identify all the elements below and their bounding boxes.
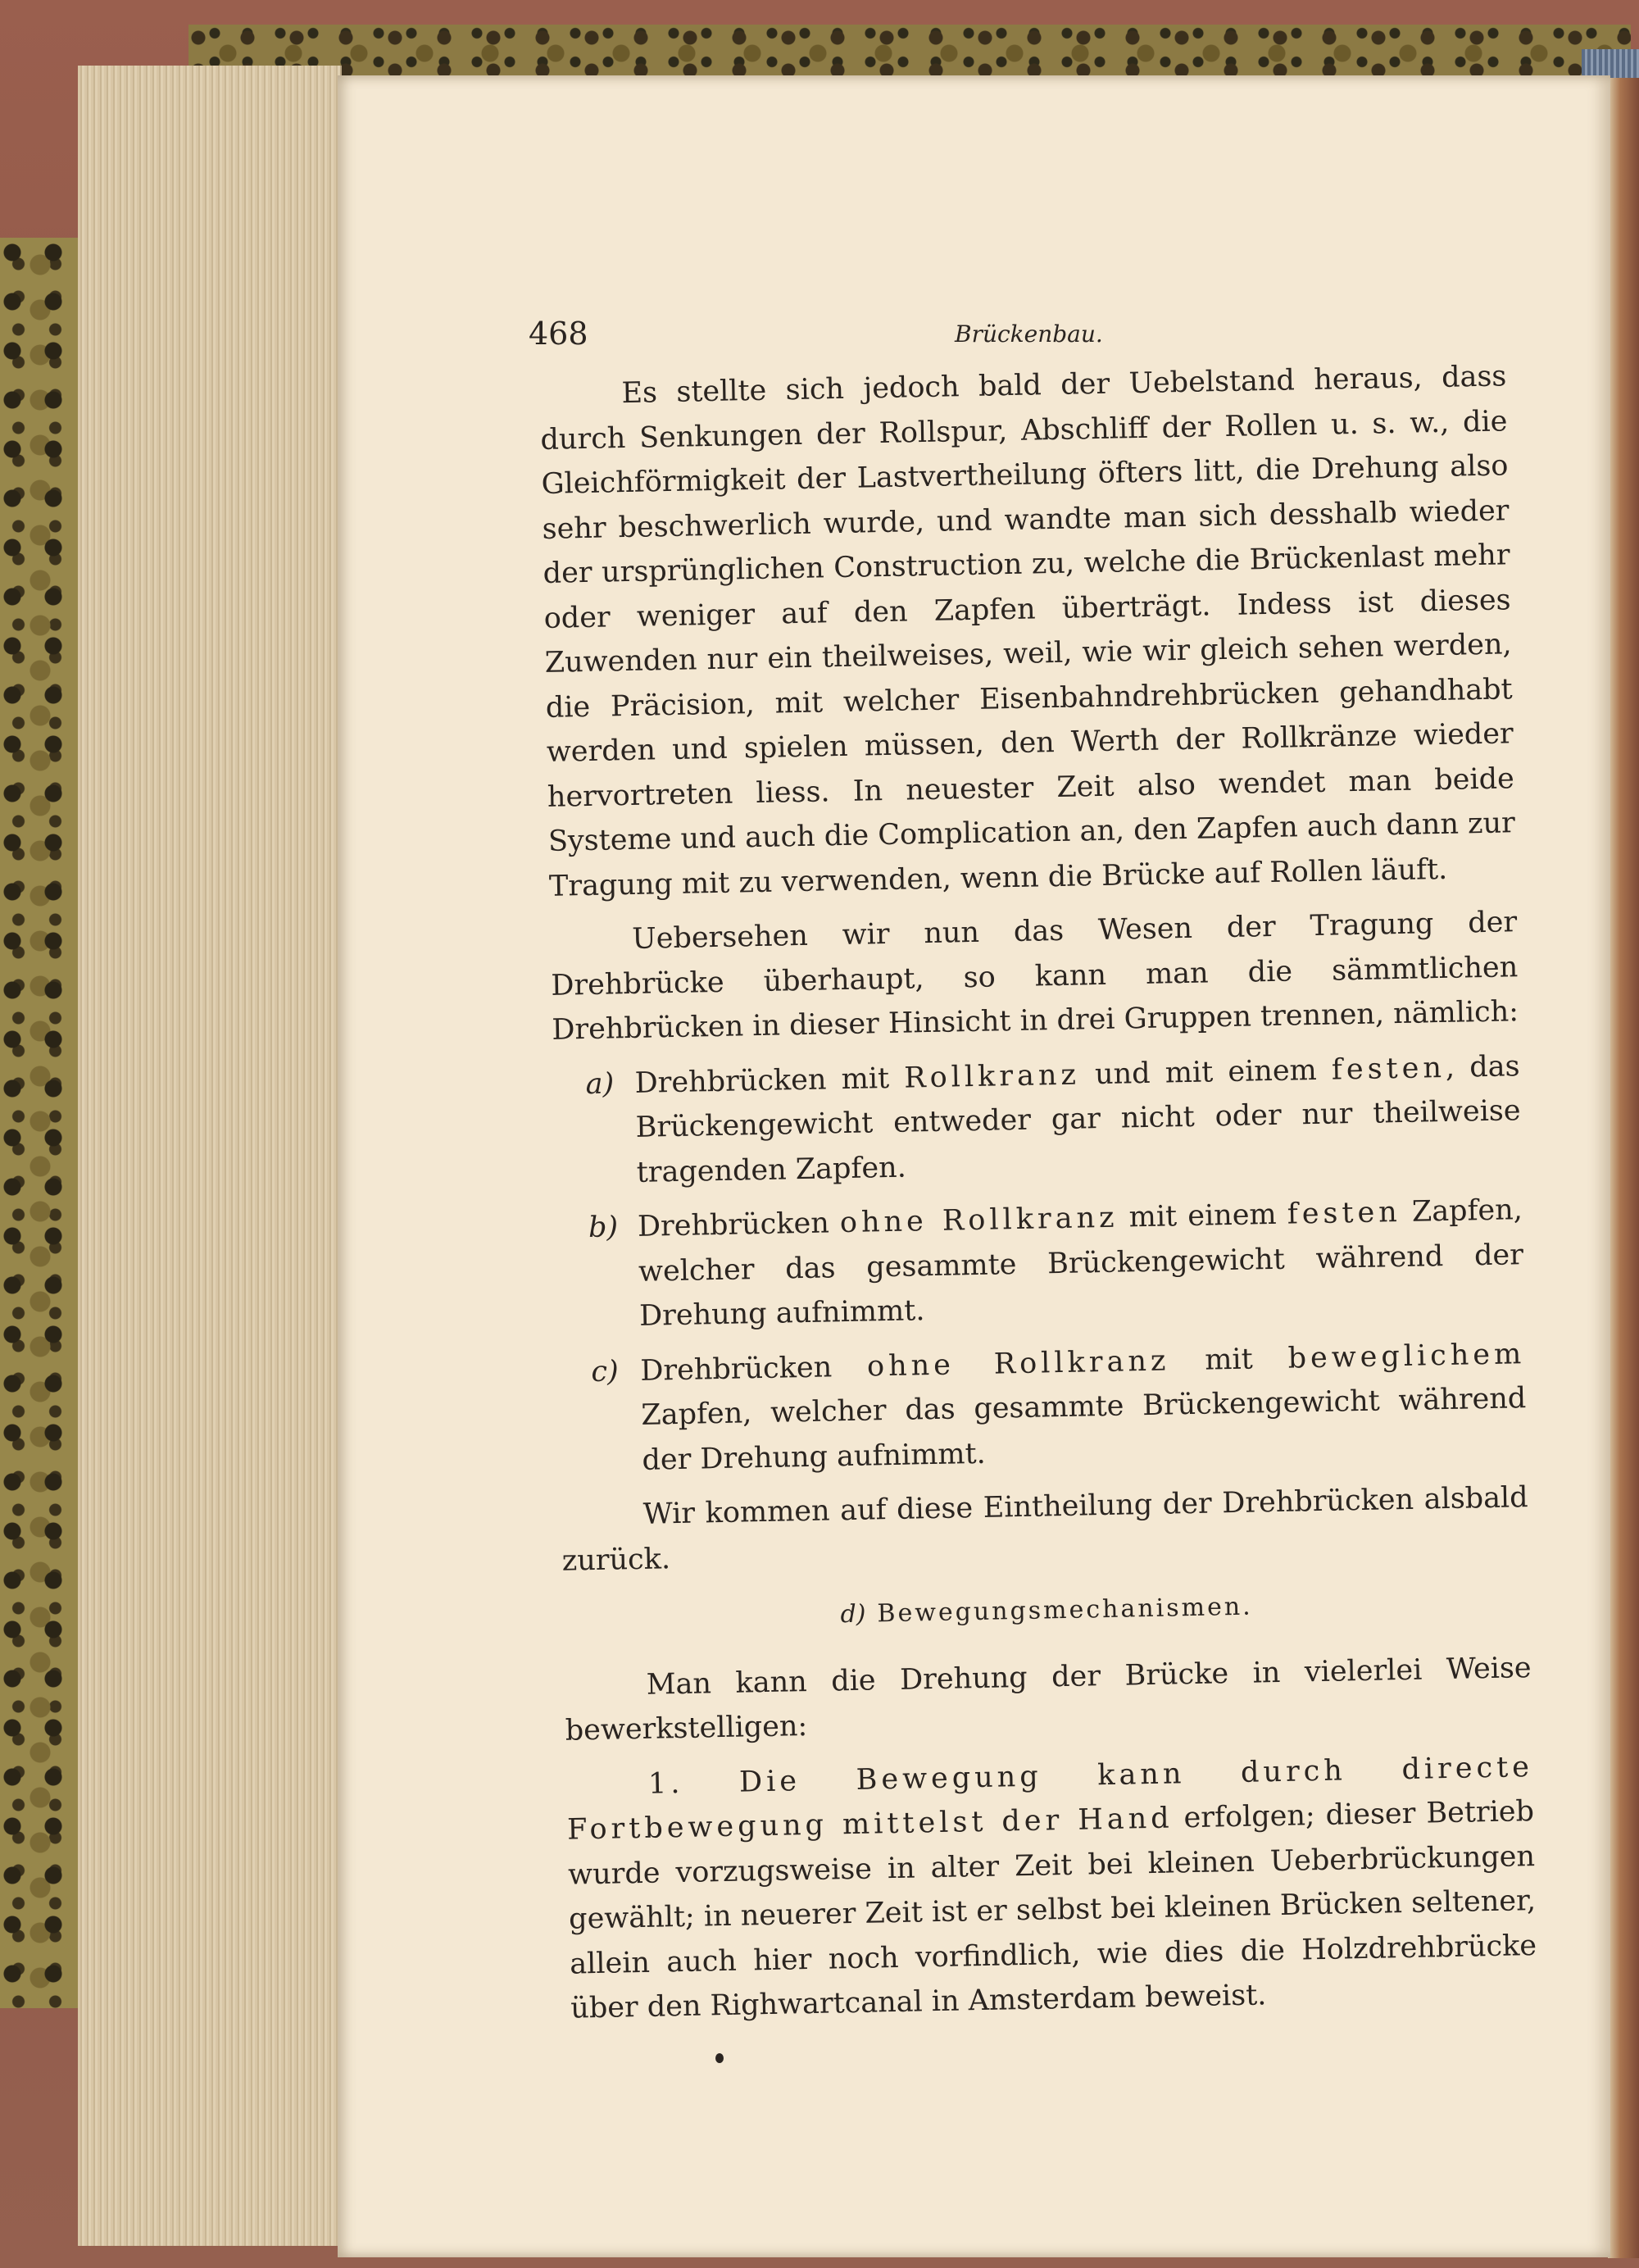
paragraph-5-rest: erfolgen; dieser Betrieb wurde vorzugsweise in alter Zeit bei kleinen Ueberbrückungen gewählt; in neuerer Zeit ist er selbst bei kleinen Brücken seltener, allein auch hier noch vorfindlich, wie dies die Holzdrehbrücke über den Righwartcanal in Amsterdam beweist.	[567, 1795, 1537, 2025]
paragraph-1: Es stellte sich jedoch bald der Uebelstand heraus, dass durch Senkungen der Rollspur, Abschliff der Rollen u. s. w., die Gleichförmigkeit der Lastvertheilung öfters litt, die Drehung also sehr beschwerlich wurde, und wandte man sich desshalb wieder der ursprünglichen Construction zu, welche die Brückenlast mehr oder weniger auf den Zapfen überträgt. Indess ist dieses Zuwenden nur ein theilweises, weil, wie wir gleich sehen werden, die Präcision, mit welcher Eisenbahndrehbrücken gehandhabt werden und spielen müssen, den Werth der Rollkränze wieder hervortreten liess. In neuester Zeit also wendet man beide Systeme und auch die Complication an, den Zapfen auch dann zur Tragung mit zu verwenden, wenn die Brücke auf Rollen läuft.	[540, 360, 1516, 903]
right-page-edge	[1608, 78, 1639, 2258]
list-text: Drehbrücken mit	[634, 1061, 905, 1100]
list-emphasis: ohne Rollkranz	[866, 1343, 1170, 1384]
running-head: Brückenbau.	[955, 320, 1103, 348]
list-text: mit einem	[1118, 1198, 1288, 1234]
list-item-a	[552, 1044, 1522, 1197]
footer-mark	[715, 2053, 724, 2063]
list-emphasis: ohne Rollkranz	[839, 1201, 1119, 1240]
list-item-b	[556, 1188, 1525, 1340]
marbled-edge-top	[188, 25, 1631, 82]
list-text: mit	[1169, 1342, 1289, 1377]
paragraph-5	[566, 1745, 1538, 2032]
list-text: , das Brückengewicht entweder gar nicht oder nur theilweise tragenden Zapfen.	[635, 1049, 1521, 1189]
list-marker-a: a)	[585, 1066, 615, 1101]
list-text: und mit einem	[1079, 1053, 1333, 1091]
section-title: Bewegungsmechanismen.	[877, 1592, 1253, 1629]
text-body	[539, 354, 1538, 2041]
list-text: Drehbrücken	[637, 1207, 841, 1243]
paragraph-4: Man kann die Drehung der Brücke in vielerlei Weise bewerkstelligen:	[565, 1651, 1532, 1748]
section-marker: d)	[840, 1599, 866, 1629]
list-marker-b: b)	[588, 1211, 619, 1245]
list-emphasis: Rollkranz	[903, 1057, 1081, 1095]
paragraph-2: Uebersehen wir nun das Wesen der Tragung der Drehbrücke überhaupt, so kann man die sämmtlichen Drehbrücken in dieser Hinsicht in drei Gruppen trennen, nämlich:	[550, 906, 1519, 1047]
list-text: Drehbrücken	[640, 1350, 868, 1388]
list-text: Zapfen, welcher das gesammte Brückengewicht während der Drehung aufnimmt.	[641, 1382, 1527, 1477]
list-text: Zapfen, welcher das gesammte Brückengewicht während der Drehung aufnimmt.	[638, 1193, 1524, 1333]
page-number: 468	[529, 316, 588, 352]
paragraph-5-lead: 1. Die Bewegung kann durch directe Fortbewegung mittelst der Hand	[566, 1750, 1534, 1847]
page-header	[529, 316, 1119, 357]
paragraph-3: Wir kommen auf diese Eintheilung der Drehbrücken alsbald zurück.	[561, 1481, 1528, 1578]
list-item-c	[558, 1332, 1528, 1484]
list-emphasis: beweglichem	[1287, 1337, 1526, 1375]
list-marker-c: c)	[591, 1354, 620, 1389]
list-emphasis: festen	[1331, 1051, 1446, 1087]
page-edges	[78, 66, 342, 2246]
marbled-edge-left	[0, 238, 78, 2008]
section-heading	[563, 1579, 1531, 1643]
list-emphasis: festen	[1287, 1196, 1402, 1231]
